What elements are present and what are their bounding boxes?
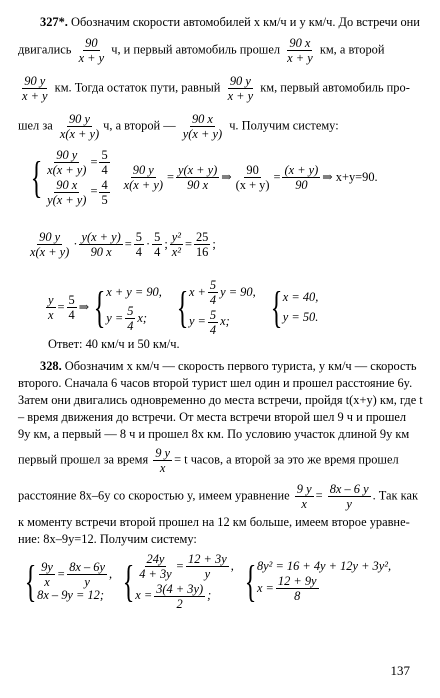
- p327-line-eq2: 90 y x(x + y) · $\frac{y(x + y)}{90 x}$ = $\frac{5}{4}$ · 5 4 ; $\frac{\text{y²}}{\text{x²}}$ = $\frac{25}{16}$ ;: [30, 230, 216, 260]
- p328-systems: { 9y x = 8x – 6y y , 8x – 9y = 12; { 24y 4 + 3y = 12 + 3y y , x = 3(4 + 3y) 2 ; { 8y² = 16 + 4y + 12y + 3y², x = 12 + 9y 8: [24, 552, 392, 611]
- p328-line6: первый прошел за время $\frac{9 y}{x}$ = t часов, а второй за это же время прошел: [18, 446, 399, 476]
- p328-line4: – время движения до встречи. От места встречи второй шел 9 ч и прошел: [18, 410, 407, 424]
- p327-answer: Ответ: 40 км/ч и 50 км/ч.: [48, 337, 180, 351]
- p328-line1: 328. Обозначим x км/ч — скорость первого туриста, y км/ч — скорость: [40, 359, 417, 373]
- p328-line9: ние: 8x–9y=12. Получим систему:: [18, 532, 197, 546]
- p327-line-eq3: $\frac{y}{x}$ = $\frac{5}{4}$ ⇒ { x + y = 90, y = 5 4 x; { x + 5 4 y = 90, y = 5 4 x; { x = 40, y = 50.: [48, 278, 319, 337]
- p328-line5: 9y км, а первый — 8 ч и прошел 8x км. По условию участок длиной 9y км: [18, 427, 410, 441]
- p328-line3: Затем они двигались одновременно до места встречи, пройдя t(x+y) км, где t: [18, 393, 423, 407]
- p327-line1: 327*. Обозначим скорости автомобилей x км/ч и y км/ч. До встречи они: [40, 15, 420, 29]
- p328-line2: второго. Сначала 6 часов второй турист шел один и прошел расстояние 6y.: [18, 376, 413, 390]
- p328-line7: расстояние 8x–6y со скоростью y, имеем уравнение $\frac{9 y}{x}$ = $\frac{8x - 6 y}{y}$ . Так как: [18, 482, 419, 512]
- p327-line3: $\frac{90 y}{x + y}$ км. Тогда остаток пути, равный $\frac{90 y}{x + y}$ км, первый автомобиль про-: [22, 74, 410, 104]
- p327-system1: { $\frac{90 y}{x(x + y)}$ = $\frac{5}{4}$ $\frac{90 x}{y(x + y)}$ = $\frac{4}{5}$ $\frac{90 y}{x(x + y)}$ = $\frac{y(x + y)}{90 x}$ ⇒ $\frac{90}{(x + y)}$ = $\frac{(x + y)}{90}$ ⇒ x+y=90.: [30, 148, 378, 207]
- p328-line8: к моменту встречи второй прошел на 12 км больше, имеем второе уравне-: [18, 515, 410, 529]
- p327-line2: двигались $\frac{90}{x + y}$ ч, и первый автомобиль прошел $\frac{90 x}{x + y}$ км, а второй: [18, 36, 385, 66]
- p327-line4: шел за $\frac{90 y}{x(x + y)}$ ч, а второй — $\frac{90 x}{y(x + y)}$ ч. Получим систему:: [18, 112, 339, 142]
- page-number: 137: [390, 662, 410, 678]
- p327-result: ⇒ x+y=90.: [322, 169, 378, 184]
